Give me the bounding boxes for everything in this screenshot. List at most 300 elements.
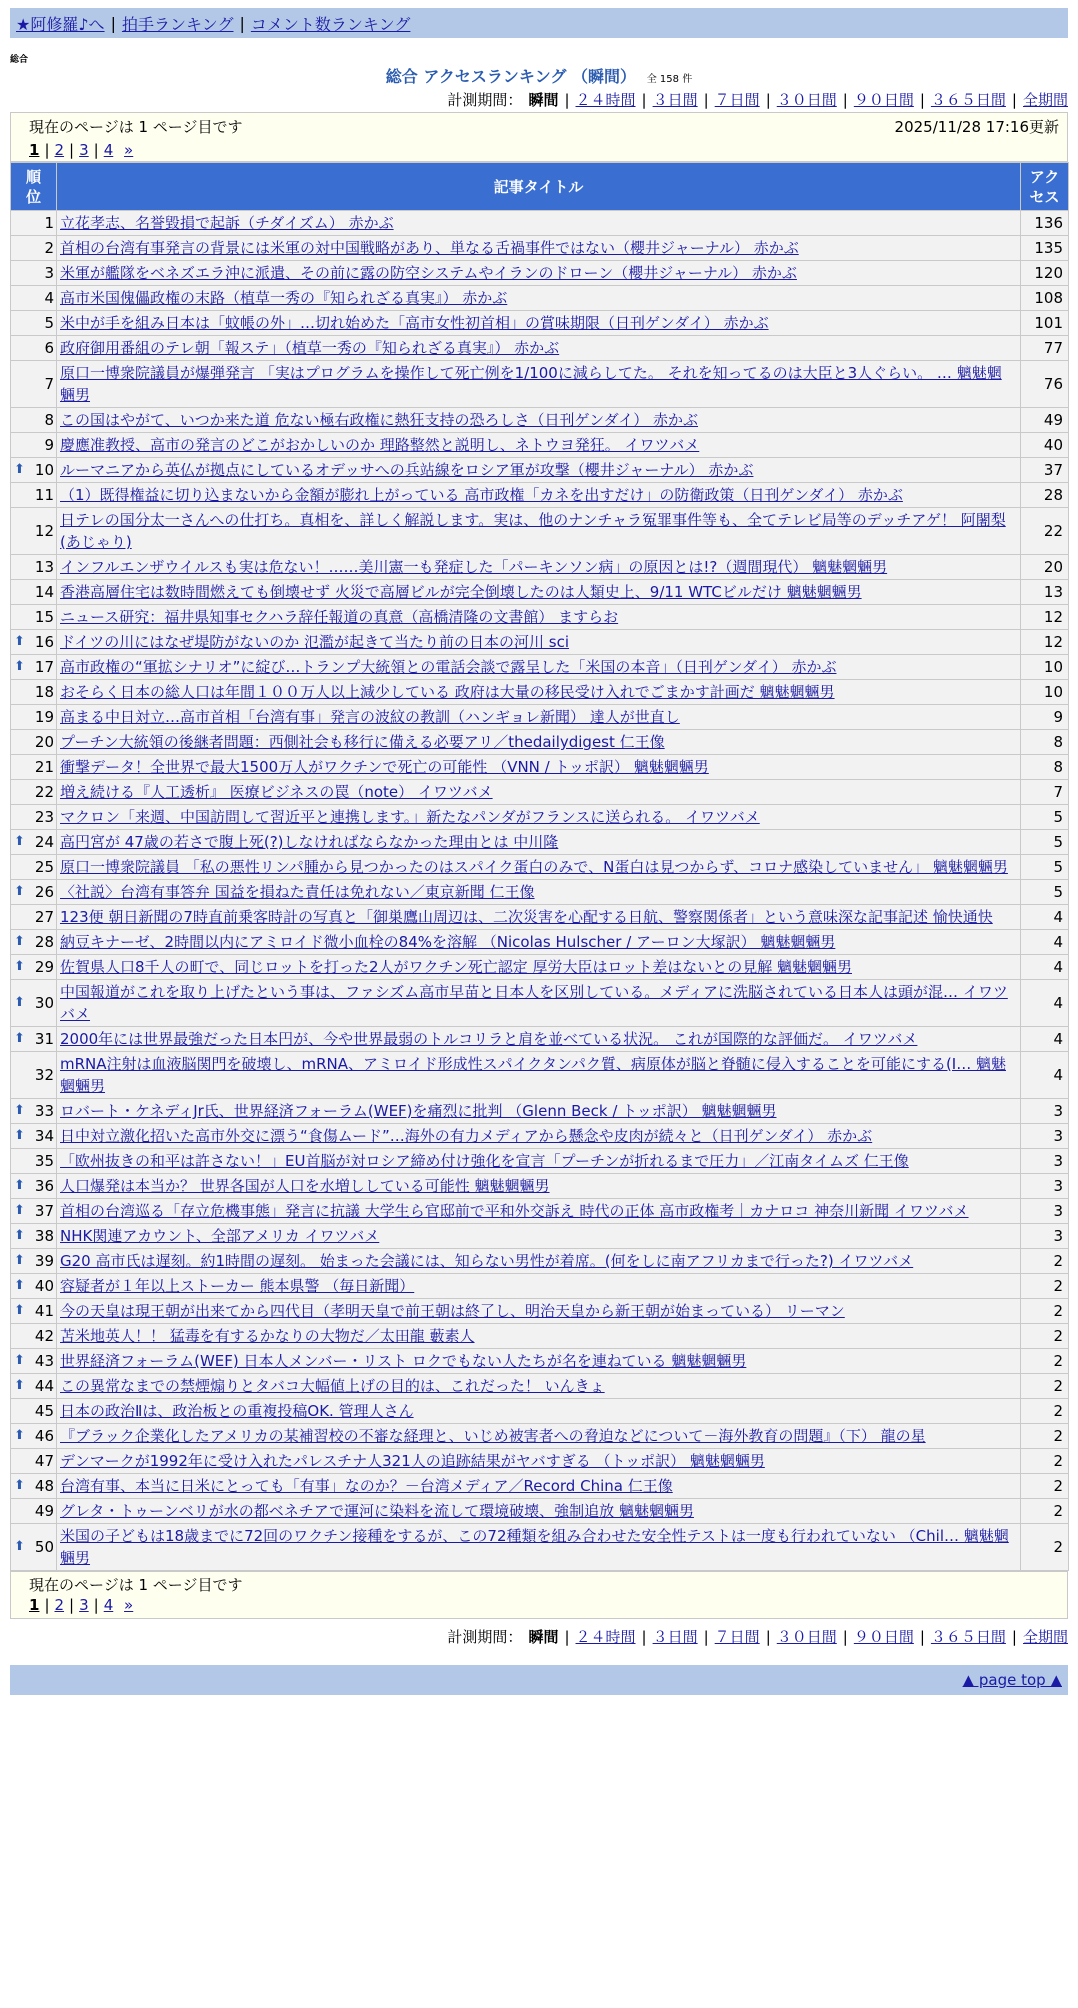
- table-row: [11, 236, 1069, 261]
- article-link[interactable]: 2000年には世界最強だった日本円が、今や世界最弱のトルコリラと肩を並べている状況。 これが国際的な評価だ。 イワツバメ: [60, 1030, 918, 1048]
- up-arrow-icon: ⬆: [14, 959, 25, 974]
- rank-number: 16: [34, 633, 54, 651]
- period-link-6[interactable]: 全期間: [1022, 91, 1068, 109]
- page-link-4[interactable]: 4: [103, 141, 114, 159]
- next-page-link[interactable]: »: [124, 141, 134, 159]
- pagination: [29, 139, 1059, 161]
- title-cell: [57, 508, 1021, 555]
- next-page-link[interactable]: »: [124, 1596, 134, 1614]
- views-cell: 20: [1021, 555, 1069, 580]
- rank-number: 27: [34, 908, 54, 926]
- rank-number: 49: [34, 1502, 54, 1520]
- article-link[interactable]: ロバート・ケネディJr氏、世界経済フォーラム(WEF)を痛烈に批判 （Glenn Beck / トッポ訳） 魑魅魍魎男: [60, 1102, 777, 1120]
- views-cell: 7: [1021, 780, 1069, 805]
- article-link[interactable]: 立花孝志、名誉毀損で起訴（チダイズム） 赤かぶ: [60, 214, 394, 232]
- up-arrow-icon: ⬆: [14, 934, 25, 949]
- up-arrow-icon: ⬆: [14, 1278, 25, 1293]
- up-arrow-icon: ⬆: [14, 1378, 25, 1393]
- title-cell: [57, 261, 1021, 286]
- views-cell: 10: [1021, 655, 1069, 680]
- current-page-text: 現在のページは 1 ページ目です: [29, 118, 243, 136]
- separator: |: [69, 1596, 75, 1614]
- clap-ranking-link[interactable]: 拍手ランキング: [121, 14, 234, 34]
- table-row: [11, 655, 1069, 680]
- up-arrow-icon: ⬆: [14, 1253, 25, 1268]
- views-cell: 37: [1021, 458, 1069, 483]
- rank-number: 45: [34, 1402, 54, 1420]
- rank-cell: [11, 980, 57, 1027]
- table-row: [11, 1349, 1069, 1374]
- period-link-5[interactable]: ３６５日間: [930, 91, 1006, 109]
- page-link-3[interactable]: 3: [79, 141, 89, 159]
- total-count: 全 158 件: [646, 74, 693, 85]
- title-cell: [57, 805, 1021, 830]
- title-cell: [57, 1052, 1021, 1099]
- views-cell: 4: [1021, 1027, 1069, 1052]
- title-cell: [57, 1099, 1021, 1124]
- article-link[interactable]: プーチン大統領の後継者問題：西側社会も移行に備える必要アリ／thedailydigest 仁王像: [60, 733, 665, 751]
- rank-number: 40: [34, 1277, 54, 1295]
- table-row: [11, 1174, 1069, 1199]
- page-link-2[interactable]: 2: [54, 141, 65, 159]
- article-link[interactable]: 日中対立激化招いた高市外交に漂う“食傷ムード”…海外の有力メディアから懸念や皮肉が続々と（日刊ゲンダイ） 赤かぶ: [60, 1127, 873, 1145]
- rank-number: 1: [44, 214, 54, 232]
- title-cell: [57, 730, 1021, 755]
- separator: |: [765, 91, 771, 109]
- article-link[interactable]: この異常なまでの禁煙煽りとタバコ大幅値上げの目的は、これだった！ いんきょ: [60, 1377, 605, 1395]
- table-row: [11, 805, 1069, 830]
- table-row: [11, 211, 1069, 236]
- title-cell: [57, 483, 1021, 508]
- views-cell: 2: [1021, 1424, 1069, 1449]
- title-cell: [57, 1449, 1021, 1474]
- table-row: [11, 880, 1069, 905]
- separator: |: [703, 91, 709, 109]
- rank-cell: [11, 336, 57, 361]
- rank-number: 3: [44, 264, 54, 282]
- rank-cell: [11, 1174, 57, 1199]
- separator: |: [765, 1628, 771, 1646]
- article-link[interactable]: この国はやがて、いつか来た道 危ない極右政権に熱狂支持の恐ろしさ（日刊ゲンダイ） 赤かぶ: [60, 411, 699, 429]
- views-cell: 2: [1021, 1449, 1069, 1474]
- separator: |: [641, 1628, 647, 1646]
- period-link-3[interactable]: ３０日間: [776, 91, 837, 109]
- rank-cell: [11, 286, 57, 311]
- table-row: [11, 580, 1069, 605]
- article-link[interactable]: 日テレの国分太一さんへの仕打ち。真相を、詳しく解説します。実は、他のナンチャラ冤罪事件等も、全てテレビ局等のデッチアゲ！ 阿闍梨(あじゃり): [60, 511, 1006, 551]
- rank-number: 21: [34, 758, 54, 776]
- article-link[interactable]: ニュース研究：福井県知事セクハラ辞任報道の真意（高橋清隆の文書館） ますらお: [60, 608, 619, 626]
- views-cell: 4: [1021, 955, 1069, 980]
- article-link[interactable]: グレタ・トゥーンベリが水の都ベネチアで運河に染料を流して環境破壊、強制追放 魑魅魍魎男: [60, 1502, 694, 1520]
- rank-number: 47: [34, 1452, 54, 1470]
- up-arrow-icon: ⬆: [14, 1203, 25, 1218]
- article-link[interactable]: 中国報道がこれを取り上げたという事は、ファシズム高市早苗と日本人を区別している。メディアに洗脳されている日本人は頭が混… イワツバメ: [60, 983, 1008, 1023]
- rank-cell: [11, 1424, 57, 1449]
- table-row: [11, 1299, 1069, 1324]
- rank-cell: [11, 236, 57, 261]
- title-cell: [57, 1027, 1021, 1052]
- rank-cell: [11, 955, 57, 980]
- period-link-4[interactable]: ９０日間: [853, 1628, 914, 1646]
- article-link[interactable]: ルーマニアから英仏が拠点にしているオデッサへの兵站線をロシア軍が攻撃（櫻井ジャーナル） 赤かぶ: [60, 461, 754, 479]
- table-row: [11, 555, 1069, 580]
- views-cell: 3: [1021, 1174, 1069, 1199]
- table-row: [11, 1149, 1069, 1174]
- rank-number: 25: [34, 858, 54, 876]
- period-label: 計測期間：: [447, 91, 523, 109]
- views-cell: 2: [1021, 1324, 1069, 1349]
- rank-number: 32: [34, 1066, 54, 1084]
- views-cell: 2: [1021, 1399, 1069, 1424]
- article-link[interactable]: 原口一博衆院議員 「私の悪性リンパ腫から見つかったのはスパイク蛋白のみで、N蛋白は見つからず、コロナ感染していません」 魑魅魍魎男: [60, 858, 1008, 876]
- top-nav-bar: [10, 8, 1068, 38]
- separator: |: [69, 141, 75, 159]
- up-arrow-icon: ⬆: [14, 884, 25, 899]
- table-row: [11, 1474, 1069, 1499]
- views-cell: 8: [1021, 730, 1069, 755]
- up-arrow-icon: ⬆: [14, 462, 25, 477]
- rank-number: 34: [34, 1127, 54, 1145]
- period-link-6[interactable]: 全期間: [1022, 1628, 1068, 1646]
- up-arrow-icon: ⬆: [14, 1303, 25, 1318]
- comment-ranking-link[interactable]: コメント数ランキング: [250, 14, 411, 34]
- separator: |: [842, 91, 848, 109]
- table-row: [11, 508, 1069, 555]
- title-cell: [57, 1499, 1021, 1524]
- rank-cell: [11, 1224, 57, 1249]
- title-cell: [57, 755, 1021, 780]
- title-cell: [57, 705, 1021, 730]
- views-cell: 2: [1021, 1374, 1069, 1399]
- article-link[interactable]: インフルエンザウイルスも実は危ない！……美川憲一も発症した「パーキンソン病」の原因とは!?（週間現代） 魑魅魍魎男: [60, 558, 888, 576]
- up-arrow-icon: ⬆: [14, 659, 25, 674]
- table-row: [11, 1052, 1069, 1099]
- rank-cell: [11, 830, 57, 855]
- rank-cell: [11, 1124, 57, 1149]
- period-link-3[interactable]: ３０日間: [776, 1628, 837, 1646]
- title-cell: [57, 1174, 1021, 1199]
- table-row: [11, 1249, 1069, 1274]
- separator: |: [919, 91, 925, 109]
- up-arrow-icon: ⬆: [14, 1428, 25, 1443]
- rank-number: 13: [34, 558, 54, 576]
- article-link[interactable]: 容疑者が１年以上ストーカー 熊本県警 （毎日新聞）: [60, 1277, 415, 1295]
- views-cell: 3: [1021, 1124, 1069, 1149]
- title-cell: [57, 1199, 1021, 1224]
- title-cell: [57, 1424, 1021, 1449]
- page-link-4[interactable]: 4: [103, 1596, 114, 1614]
- rank-cell: [11, 780, 57, 805]
- article-link[interactable]: mRNA注射は血液脳関門を破壊し、mRNA、アミロイド形成性スパイクタンパク質、病原体が脳と脊髄に侵入することを可能にする(I… 魑魅魍魎男: [60, 1055, 1006, 1095]
- views-cell: 77: [1021, 336, 1069, 361]
- article-link[interactable]: 台湾有事、本当に日米にとっても「有事」なのか？－台湾メディア／Record China 仁王像: [60, 1477, 673, 1495]
- article-link[interactable]: 香港高層住宅は数時間燃えても倒壊せず 火災で高層ビルが完全倒壊したのは人類史上、9/11 WTCビルだけ 魑魅魍魎男: [60, 583, 862, 601]
- article-link[interactable]: 慶應准教授、高市の発言のどこがおかしいのか 理路整然と説明し、ネトウヨ発狂。 イワツバメ: [60, 436, 700, 454]
- views-cell: 3: [1021, 1199, 1069, 1224]
- article-link[interactable]: NHK関連アカウント、全部アメリカ イワツバメ: [60, 1227, 380, 1245]
- table-row: [11, 1099, 1069, 1124]
- title-cell: [57, 211, 1021, 236]
- col-views-label: アク セス: [1029, 167, 1060, 206]
- article-link[interactable]: おそらく日本の総人口は年間１００万人以上減少している 政府は大量の移民受け入れでごまかす計画だ 魑魅魍魎男: [60, 683, 835, 701]
- rank-cell: [11, 1274, 57, 1299]
- separator: |: [93, 1596, 99, 1614]
- period-link-2[interactable]: ７日間: [714, 91, 760, 109]
- article-link[interactable]: 123便 朝日新聞の7時直前乗客時計の写真と「御巣鷹山周辺は、二次災害を心配する日航、警察関係者」という意味深な記事記述 愉快通快: [60, 908, 993, 926]
- views-cell: 108: [1021, 286, 1069, 311]
- table-row: [11, 261, 1069, 286]
- rank-number: 29: [34, 958, 54, 976]
- period-link-1[interactable]: ３日間: [652, 1628, 698, 1646]
- table-row: [11, 361, 1069, 408]
- rank-cell: [11, 855, 57, 880]
- rank-cell: [11, 408, 57, 433]
- col-rank-header: [11, 163, 57, 211]
- separator: |: [703, 1628, 709, 1646]
- title-cell: [57, 880, 1021, 905]
- title-cell: [57, 1399, 1021, 1424]
- period-link-0[interactable]: ２４時間: [575, 1628, 636, 1646]
- views-cell: 4: [1021, 930, 1069, 955]
- table-row: [11, 1424, 1069, 1449]
- views-cell: 12: [1021, 605, 1069, 630]
- table-row: [11, 408, 1069, 433]
- views-cell: 2: [1021, 1349, 1069, 1374]
- rank-number: 5: [44, 314, 54, 332]
- title-cell: [57, 286, 1021, 311]
- article-link[interactable]: 原口一博衆院議員が爆弾発言 「実はプログラムを操作して死亡例を1/100に減らしてた。 それを知ってるのは大臣と3人ぐらい。 … 魑魅魍魎男: [60, 364, 1002, 404]
- table-row: [11, 1274, 1069, 1299]
- article-link[interactable]: 高市米国傀儡政権の末路（植草一秀の『知られざる真実』） 赤かぶ: [60, 289, 508, 307]
- rank-cell: [11, 1499, 57, 1524]
- views-cell: 120: [1021, 261, 1069, 286]
- table-row: [11, 705, 1069, 730]
- rank-cell: [11, 630, 57, 655]
- article-link[interactable]: 苫米地英人！！ 猛毒を有するかなりの大物だ／太田龍 藪素人: [60, 1327, 475, 1345]
- rank-cell: [11, 930, 57, 955]
- rank-cell: [11, 730, 57, 755]
- views-cell: 13: [1021, 580, 1069, 605]
- views-cell: 2: [1021, 1299, 1069, 1324]
- title-cell: [57, 408, 1021, 433]
- article-link[interactable]: デンマークが1992年に受け入れたパレスチナ人321人の追跡結果がヤバすぎる （トッポ訳） 魑魅魍魎男: [60, 1452, 765, 1470]
- table-row: [11, 930, 1069, 955]
- period-link-4[interactable]: ９０日間: [853, 91, 914, 109]
- pagination-bottom: [29, 1596, 1059, 1614]
- title-cell: [57, 1524, 1021, 1571]
- title-cell: [57, 855, 1021, 880]
- rank-number: 10: [34, 461, 54, 479]
- page-top-link[interactable]: ▲ page top ▲: [962, 1671, 1062, 1689]
- article-link[interactable]: 納豆キナーゼ、2時間以内にアミロイド微小血栓の84%を溶解 （Nicolas Hulscher / アーロン大塚訳） 魑魅魍魎男: [60, 933, 836, 951]
- title-cell: [57, 1324, 1021, 1349]
- article-link[interactable]: 衝撃データ！全世界で最大1500万人がワクチンで死亡の可能性 （VNN / トッポ訳） 魑魅魍魎男: [60, 758, 709, 776]
- rank-number: 18: [34, 683, 54, 701]
- title-cell: [57, 1124, 1021, 1149]
- table-row: [11, 605, 1069, 630]
- page-link-2[interactable]: 2: [54, 1596, 65, 1614]
- views-cell: 5: [1021, 805, 1069, 830]
- article-link[interactable]: ドイツの川にはなぜ堤防がないのか 氾濫が起きて当たり前の日本の河川 sci: [60, 633, 570, 651]
- rank-cell: [11, 1052, 57, 1099]
- rank-cell: [11, 1324, 57, 1349]
- views-cell: 2: [1021, 1274, 1069, 1299]
- rank-cell: [11, 1474, 57, 1499]
- col-title-header: 記事タイトル: [57, 163, 1021, 211]
- rank-cell: [11, 1524, 57, 1571]
- article-link[interactable]: 米国の子どもは18歳までに72回のワクチン接種をするが、この72種類を組み合わせた安全性テストは一度も行われていない （Chil… 魑魅魍魎男: [60, 1527, 1009, 1567]
- title-cell: [57, 336, 1021, 361]
- period-link-5[interactable]: ３６５日間: [930, 1628, 1006, 1646]
- rank-number: 31: [34, 1030, 54, 1048]
- rank-cell: [11, 655, 57, 680]
- article-link[interactable]: 佐賀県人口8千人の町で、同じロットを打った2人がワクチン死亡認定 厚労大臣はロット差はないとの見解 魑魅魍魎男: [60, 958, 852, 976]
- views-cell: 5: [1021, 880, 1069, 905]
- rank-cell: [11, 905, 57, 930]
- rank-cell: [11, 1299, 57, 1324]
- rank-number: 36: [34, 1177, 54, 1195]
- title-cell: [57, 630, 1021, 655]
- rank-number: 38: [34, 1227, 54, 1245]
- page-link-3[interactable]: 3: [79, 1596, 89, 1614]
- table-row: [11, 1224, 1069, 1249]
- period-selector-bottom: [10, 1625, 1068, 1649]
- rank-number: 37: [34, 1202, 54, 1220]
- table-row: [11, 1449, 1069, 1474]
- article-link[interactable]: 米中が手を組み日本は「蚊帳の外」…切れ始めた「高市女性初首相」の賞味期限（日刊ゲンダイ） 赤かぶ: [60, 314, 769, 332]
- up-arrow-icon: ⬆: [14, 1103, 25, 1118]
- rank-number: 2: [44, 239, 54, 257]
- rank-number: 4: [44, 289, 54, 307]
- views-cell: 135: [1021, 236, 1069, 261]
- views-cell: 28: [1021, 483, 1069, 508]
- rank-cell: [11, 705, 57, 730]
- views-cell: 2: [1021, 1474, 1069, 1499]
- title-cell: [57, 1249, 1021, 1274]
- article-link[interactable]: 今の天皇は現王朝が出来てから四代目（孝明天皇で前王朝は終了し、明治天皇から新王朝が始まっている） リーマン: [60, 1302, 845, 1320]
- period-label: 計測期間：: [447, 1628, 523, 1646]
- title-cell: [57, 605, 1021, 630]
- article-link[interactable]: 世界経済フォーラム(WEF) 日本人メンバー・リスト ロクでもない人たちが名を連ねている 魑魅魍魎男: [60, 1352, 747, 1370]
- separator: |: [919, 1628, 925, 1646]
- article-link[interactable]: 〈社説〉台湾有事答弁 国益を損ねた責任は免れない／東京新聞 仁王像: [60, 883, 535, 901]
- article-link[interactable]: 『ブラック企業化したアメリカの某補習校の不審な経理と、いじめ被害者への脅迫などについて－海外教育の問題』（下） 龍の星: [60, 1427, 926, 1445]
- article-link[interactable]: 「欧州抜きの和平は許さない！」EU首脳が対ロシア締め付け強化を宣言「プーチンが折れるまで圧力」／江南タイムズ 仁王像: [60, 1152, 909, 1170]
- rank-cell: [11, 1249, 57, 1274]
- article-link[interactable]: 高市政権の“軍拡シナリオ”に綻び…トランプ大統領との電話会談で露呈した「米国の本音」（日刊ゲンダイ） 赤かぶ: [60, 658, 837, 676]
- footer-bar: [10, 1665, 1068, 1695]
- title-cell: [57, 955, 1021, 980]
- rank-number: 50: [34, 1538, 54, 1556]
- separator: |: [239, 13, 245, 33]
- home-link[interactable]: ★阿修羅♪へ: [16, 14, 105, 34]
- article-link[interactable]: マクロン「来週、中国訪問して習近平と連携します。」新たなパンダがフランスに送られる。 イワツバメ: [60, 808, 760, 826]
- rank-number: 9: [44, 436, 54, 454]
- title-cell: [57, 458, 1021, 483]
- title-cell: [57, 655, 1021, 680]
- rank-cell: [11, 580, 57, 605]
- page-title-row: [10, 66, 1068, 88]
- table-row: [11, 1499, 1069, 1524]
- title-cell: [57, 680, 1021, 705]
- views-cell: 22: [1021, 508, 1069, 555]
- article-link[interactable]: 首相の台湾有事発言の背景には米軍の対中国戦略があり、単なる舌禍事件ではない（櫻井ジャーナル） 赤かぶ: [60, 239, 799, 257]
- table-row: [11, 830, 1069, 855]
- rank-number: 39: [34, 1252, 54, 1270]
- updated-time: 2025/11/28 17:16更新: [894, 118, 1059, 136]
- views-cell: 4: [1021, 905, 1069, 930]
- rank-cell: [11, 1149, 57, 1174]
- rank-number: 33: [34, 1102, 54, 1120]
- separator: |: [93, 141, 99, 159]
- rank-number: 42: [34, 1327, 54, 1345]
- table-row: [11, 1124, 1069, 1149]
- rank-cell: [11, 805, 57, 830]
- article-link[interactable]: 首相の台湾巡る「存立危機事態」発言に抗議 大学生ら官邸前で平和外交訴え 時代の正体 高市政権考｜カナロコ 神奈川新聞 イワツバメ: [60, 1202, 969, 1220]
- title-cell: [57, 980, 1021, 1027]
- rank-number: 22: [34, 783, 54, 801]
- article-link[interactable]: 増え続ける『人工透析』 医療ビジネスの罠（note） イワツバメ: [60, 783, 493, 801]
- table-row: [11, 433, 1069, 458]
- table-row: [11, 311, 1069, 336]
- table-row: [11, 905, 1069, 930]
- period-link-1[interactable]: ３日間: [652, 91, 698, 109]
- article-link[interactable]: 人口爆発は本当か？ 世界各国が人口を水増ししている可能性 魑魅魍魎男: [60, 1177, 550, 1195]
- views-cell: 49: [1021, 408, 1069, 433]
- article-link[interactable]: （1）既得権益に切り込まないから金額が膨れ上がっている 高市政権「カネを出すだけ」の防衛政策（日刊ゲンダイ） 赤かぶ: [60, 486, 903, 504]
- table-row: [11, 483, 1069, 508]
- page-info-box-bottom: [10, 1571, 1068, 1619]
- title-cell: [57, 311, 1021, 336]
- table-row: [11, 855, 1069, 880]
- separator: |: [564, 1628, 570, 1646]
- rank-cell: [11, 1027, 57, 1052]
- separator: |: [44, 141, 50, 159]
- ranking-table: [10, 162, 1069, 1571]
- article-link[interactable]: 日本の政治Ⅱは、政治板との重複投稿OK. 管理人さん: [60, 1402, 414, 1420]
- views-cell: 10: [1021, 680, 1069, 705]
- separator: |: [842, 1628, 848, 1646]
- page-link-1: 1: [29, 141, 40, 159]
- rank-number: 46: [34, 1427, 54, 1445]
- article-link[interactable]: 政府御用番組のテレ朝「報ステ」（植草一秀の『知られざる真実』） 赤かぶ: [60, 339, 560, 357]
- rank-cell: [11, 1449, 57, 1474]
- article-link[interactable]: 米軍が艦隊をベネズエラ沖に派遣、その前に露の防空システムやイランのドローン（櫻井ジャーナル） 赤かぶ: [60, 264, 797, 282]
- title-cell: [57, 580, 1021, 605]
- period-link-2[interactable]: ７日間: [714, 1628, 760, 1646]
- up-arrow-icon: ⬆: [14, 1128, 25, 1143]
- title-cell: [57, 1299, 1021, 1324]
- up-arrow-icon: ⬆: [14, 1478, 25, 1493]
- views-cell: 2: [1021, 1249, 1069, 1274]
- views-cell: 136: [1021, 211, 1069, 236]
- title-cell: [57, 1374, 1021, 1399]
- rank-cell: [11, 311, 57, 336]
- views-cell: 8: [1021, 755, 1069, 780]
- up-arrow-icon: ⬆: [14, 834, 25, 849]
- rank-number: 11: [34, 486, 54, 504]
- table-row: [11, 730, 1069, 755]
- up-arrow-icon: ⬆: [14, 1539, 25, 1554]
- article-link[interactable]: G20 高市氏は遅刻。約1時間の遅刻。 始まった会議には、知らない男性が着席。(何をしに南アフリカまで行った?) イワツバメ: [60, 1252, 914, 1270]
- table-row: [11, 755, 1069, 780]
- article-link[interactable]: 高まる中日対立…高市首相「台湾有事」発言の波紋の教訓（ハンギョレ新聞） 達人が世直し: [60, 708, 680, 726]
- rank-number: 30: [34, 994, 54, 1012]
- article-link[interactable]: 高円宮が 47歳の若さで腹上死(?)しなければならなかった理由とは 中川隆: [60, 833, 559, 851]
- period-link-0[interactable]: ２４時間: [575, 91, 636, 109]
- title-cell: [57, 361, 1021, 408]
